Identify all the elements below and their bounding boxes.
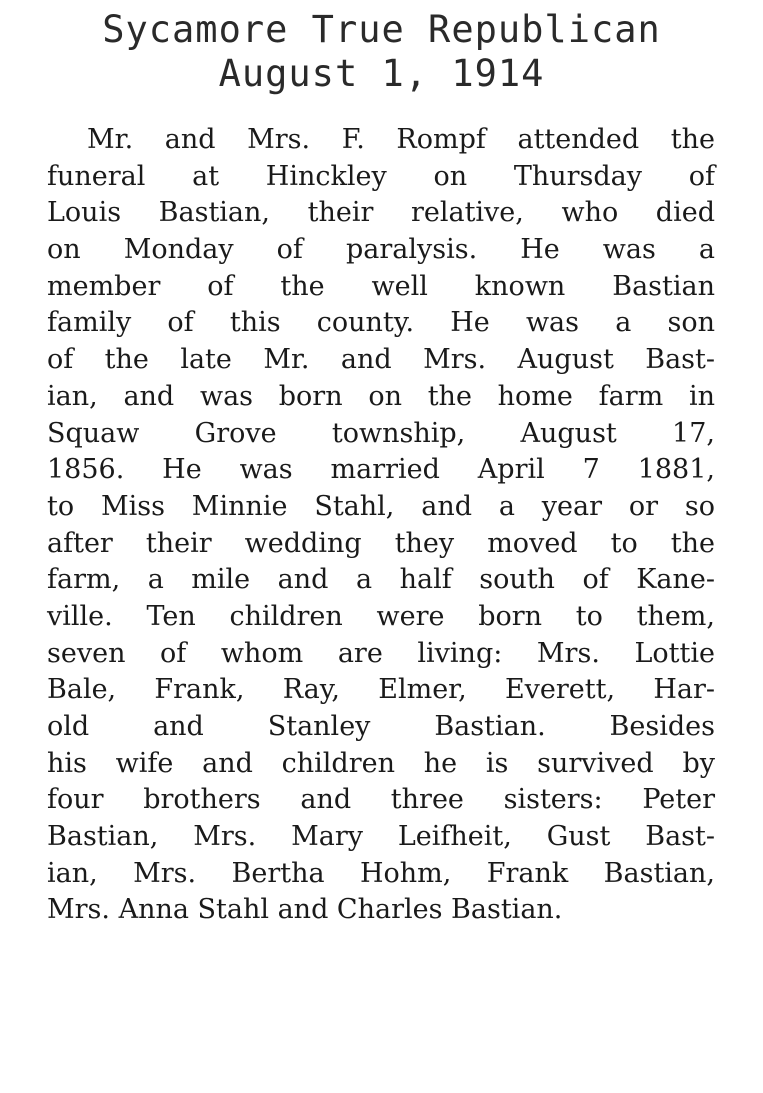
article-line: member of the well known Bastian: [47, 270, 715, 302]
article-line: 1856. He was married April 7 1881,: [47, 454, 715, 486]
publication-date: August 1, 1914: [218, 52, 545, 95]
article-line: old and Stanley Bastian. Besides: [47, 711, 715, 742]
article-line: Squaw Grove township, August 17,: [47, 417, 715, 449]
article-line: Bale, Frank, Ray, Elmer, Everett, Har-: [47, 674, 715, 706]
newspaper-title: Sycamore True Republican: [102, 8, 661, 51]
article-body: [47, 122, 715, 929]
article-line: of the late Mr. and Mrs. August Bast-: [47, 344, 715, 376]
article-line: Bastian, Mrs. Mary Leifheit, Gust Bast-: [47, 821, 715, 853]
article-line: farm, a mile and a half south of Kane-: [47, 564, 715, 596]
article-line: on Monday of paralysis. He was a: [47, 234, 715, 266]
article-line: four brothers and three sisters: Peter: [47, 784, 715, 816]
article-line: his wife and children he is survived by: [47, 747, 715, 779]
article-line: family of this county. He was a son: [47, 307, 715, 339]
article-line: ville. Ten children were born to them,: [47, 600, 715, 632]
clipping-header: [0, 8, 763, 96]
article-line: Mrs. Anna Stahl and Charles Bastian.: [47, 894, 563, 926]
article-line: funeral at Hinckley on Thursday of: [47, 160, 715, 192]
article-line: Mr. and Mrs. F. Rompf attended the: [87, 124, 715, 155]
article-line: ian, Mrs. Bertha Hohm, Frank Bastian,: [47, 857, 715, 889]
article-line: ian, and was born on the home farm in: [47, 380, 715, 412]
article-line: to Miss Minnie Stahl, and a year or so: [47, 490, 715, 522]
article-line: Louis Bastian, their relative, who died: [47, 197, 715, 229]
article-line: seven of whom are living: Mrs. Lottie: [47, 637, 715, 669]
article-line: after their wedding they moved to the: [47, 527, 715, 559]
